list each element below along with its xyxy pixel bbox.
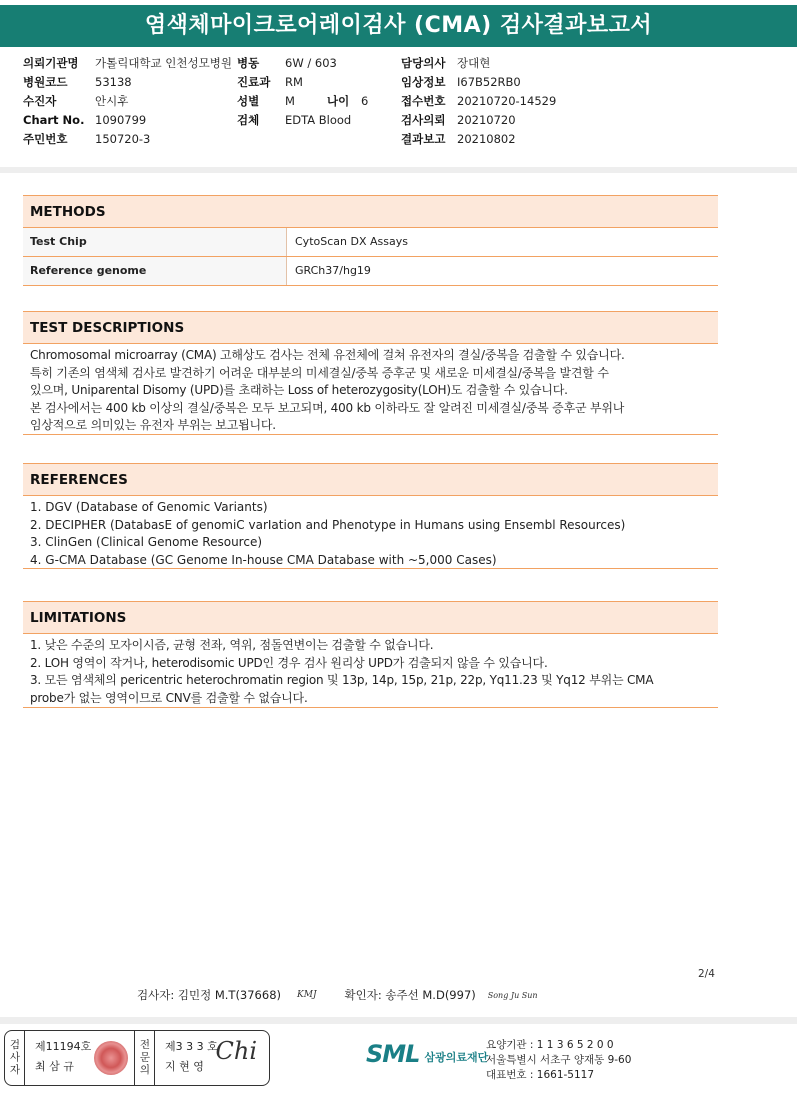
label-patient-name: 수진자: [23, 94, 57, 108]
report-title: 염색체마이크로어레이검사 (CMA) 검사결과보고서: [0, 5, 797, 47]
logo-mark: SML: [366, 1040, 420, 1068]
references-body: [23, 496, 718, 569]
specialist-vertical-label: [135, 1031, 155, 1085]
description-line: Chromosomal microarray (CMA) 고해상도 검사는 전체 유전체에 걸쳐 유전자의 결실/중복을 검출할 수 있습니다.: [30, 348, 625, 362]
value-clinical-info: I67B52RB0: [457, 75, 521, 89]
references-section: [23, 463, 718, 569]
methods-value: CytoScan DX Assays: [295, 235, 408, 248]
label-clinical-info: 임상정보: [401, 75, 446, 89]
org-phone: 대표번호 : 1661-5117: [486, 1069, 595, 1081]
test-descriptions-heading: TEST DESCRIPTIONS: [23, 311, 718, 344]
confirmer-label: 확인자: 송주선 M.D(997): [344, 988, 476, 1002]
value-patient-name: 안시후: [95, 94, 129, 108]
limitations-body: [23, 634, 718, 708]
examiner-license-cell: [25, 1031, 135, 1085]
value-sex: M: [285, 94, 295, 108]
limitation-item: 2. LOH 영역이 작거나, heterodisomic UPD인 경우 검사 원리상 UPD가 검출되지 않을 수 있습니다.: [30, 655, 548, 670]
examiner-label: 검사자: 김민정 M.T(37668): [137, 988, 281, 1002]
patient-info-col1: [23, 54, 232, 149]
label-request-date: 검사의뢰: [401, 113, 446, 127]
value-report-date: 20210802: [457, 132, 516, 146]
description-line: 본 검사에서는 400 kb 이상의 결실/중복은 모두 보고되며, 400 kb 이하라도 잘 알려진 미세결실/중복 증후군 부위나: [30, 400, 625, 415]
org-code: 요양기관 : 1 1 3 6 5 2 0 0: [486, 1039, 614, 1051]
page-number: 2/4: [698, 968, 715, 980]
reference-item: 4. G-CMA Database (GC Genome In-house CMA Database with ~5,000 Cases): [30, 552, 497, 567]
limitation-item: 1. 낮은 수준의 모자이시즘, 균형 전좌, 역위, 점돌연변이는 검출할 수 없습니다.: [30, 638, 434, 652]
org-address: 서울특별시 서초구 양재동 9-60: [486, 1054, 632, 1066]
methods-section: [23, 195, 718, 286]
label-report-date: 결과보고: [401, 132, 446, 146]
specialist-signature: Chi: [215, 1037, 257, 1065]
limitations-heading: LIMITATIONS: [23, 601, 718, 634]
label-requesting-institution: 의뢰기관명: [23, 56, 79, 70]
examiner-vertical-label: [5, 1031, 25, 1085]
value-ward: 6W / 603: [285, 56, 337, 70]
methods-key: Reference genome: [23, 257, 287, 285]
methods-row-test-chip: [23, 228, 718, 257]
patient-info-col3: [401, 54, 556, 149]
examiner-vertical-text: 검사자: [8, 1039, 21, 1077]
logo-org-name: 삼광의료재단: [424, 1051, 489, 1064]
label-ward: 병동: [237, 56, 260, 70]
patient-info-col2: [237, 54, 368, 130]
label-resident-no: 주민번호: [23, 132, 68, 146]
signature-line: [137, 987, 538, 1003]
value-hospital-code: 53138: [95, 75, 132, 89]
limitation-item: 3. 모든 염색체의 pericentric heterochromatin region 및 13p, 14p, 15p, 21p, 22p, Yq11.23 및 Yq12 부위는 CMA: [30, 673, 654, 687]
label-chart-no: Chart No.: [23, 113, 85, 127]
value-department: RM: [285, 75, 303, 89]
value-age: 6: [361, 94, 369, 108]
methods-key: Test Chip: [23, 228, 287, 256]
label-receipt-no: 접수번호: [401, 94, 446, 108]
reference-item: 3. ClinGen (Clinical Genome Resource): [30, 535, 263, 549]
label-sex: 성별: [237, 94, 260, 108]
methods-heading: METHODS: [23, 195, 718, 228]
specialist-vertical-text: 전문의: [138, 1039, 151, 1077]
sml-logo: [366, 1040, 488, 1068]
license-stamp-box: [4, 1030, 270, 1086]
description-line: 특히 기존의 염색체 검사로 발견하기 어려운 대부분의 미세결실/중복 증후군 및 새로운 미세결실/중복을 발견할 수: [30, 365, 609, 380]
reference-item: 1. DGV (Database of Genomic Variants): [30, 500, 268, 514]
footer-separator: [0, 1017, 797, 1024]
value-chart-no: 1090799: [95, 113, 147, 127]
test-descriptions-section: [23, 311, 718, 435]
test-descriptions-body: [23, 344, 718, 435]
examiner-license-no: 제11194호: [35, 1040, 92, 1053]
value-request-date: 20210720: [457, 113, 516, 127]
methods-row-reference-genome: [23, 257, 718, 286]
examiner-signature: KMJ: [297, 990, 317, 1000]
label-department: 진료과: [237, 75, 271, 89]
value-physician: 장대현: [457, 56, 491, 70]
limitations-section: [23, 601, 718, 708]
methods-value: GRCh37/hg19: [295, 264, 371, 277]
value-receipt-no: 20210720-14529: [457, 94, 557, 108]
value-requesting-institution: 가톨릭대학교 인천성모병원: [95, 56, 232, 70]
limitation-item: probe가 없는 영역이므로 CNV를 검출할 수 없습니다.: [30, 690, 308, 705]
specialist-license-cell: [155, 1031, 269, 1085]
value-resident-no: 150720-3: [95, 132, 151, 146]
header-separator: [0, 167, 797, 173]
red-seal-icon: [94, 1041, 128, 1075]
specialist-license-name: 지 현 영: [165, 1060, 204, 1073]
references-heading: REFERENCES: [23, 463, 718, 496]
description-line: 있으며, Uniparental Disomy (UPD)를 초래하는 Loss of heterozygosity(LOH)도 검출할 수 있습니다.: [30, 383, 568, 397]
examiner-license-name: 최 삼 규: [35, 1060, 74, 1073]
organization-info: [486, 1038, 631, 1083]
label-hospital-code: 병원코드: [23, 75, 68, 89]
description-line: 임상적으로 의미있는 유전자 부위는 보고됩니다.: [30, 418, 276, 432]
label-specimen: 검체: [237, 113, 260, 127]
value-specimen: EDTA Blood: [285, 113, 352, 127]
specialist-license-no: 제3 3 3 호: [165, 1040, 218, 1053]
reference-item: 2. DECIPHER (DatabasE of genomiC varIation and Phenotype in Humans using Ensembl Resources): [30, 517, 626, 532]
label-physician: 담당의사: [401, 56, 446, 70]
confirmer-signature: Song Ju Sun: [487, 990, 538, 1000]
label-age: 나이: [327, 94, 350, 108]
